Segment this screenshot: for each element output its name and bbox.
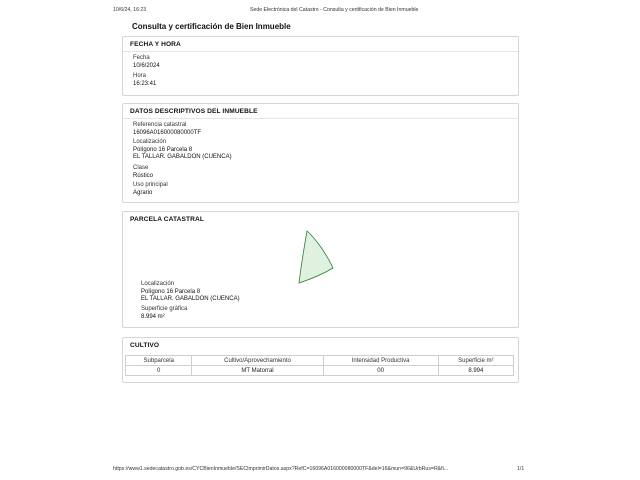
table-row xyxy=(126,366,514,376)
print-datetime: 10/6/24, 16:23 xyxy=(113,7,147,13)
parcela-catastral-section xyxy=(122,211,519,328)
page-number: 1/1 xyxy=(517,466,525,472)
parcela-localizacion-label: Localización xyxy=(141,281,175,287)
fecha-hora-heading: FECHA Y HORA xyxy=(123,37,518,52)
parcela-localizacion-line2: EL TALLAR. GABALDON (CUENCA) xyxy=(141,296,240,302)
print-page-title: Sede Electrónica del Catastro - Consulta y certificación de Bien Inmueble xyxy=(250,7,419,13)
datos-heading: DATOS DESCRIPTIVOS DEL INMUEBLE xyxy=(123,104,518,119)
fecha-label: Fecha xyxy=(133,55,150,61)
cultivo-table-header xyxy=(126,356,514,366)
col-intensidad: Intensidad Productiva xyxy=(323,356,438,366)
uso-label: Uso principal xyxy=(133,182,168,188)
superficie-label: Superficie gráfica xyxy=(141,306,188,312)
localizacion-line2: EL TALLAR. GABALDON (CUENCA) xyxy=(133,154,232,160)
cell-superficie: 8.994 xyxy=(438,366,513,376)
referencia-field xyxy=(133,122,201,137)
localizacion-label: Localización xyxy=(133,139,167,145)
clase-field xyxy=(133,165,153,180)
superficie-field xyxy=(141,306,187,321)
cell-intensidad: 00 xyxy=(323,366,438,376)
col-cultivo: Cultivo/Aprovechamiento xyxy=(192,356,323,366)
col-superficie: Superficie m² xyxy=(438,356,513,366)
referencia-value: 16096A016000080000TF xyxy=(133,129,202,136)
uso-value: Agrario xyxy=(133,189,153,196)
cultivo-table xyxy=(125,355,514,376)
superficie-value: 8.994 m² xyxy=(141,313,165,320)
col-subparcela: Subparcela xyxy=(126,356,192,366)
referencia-label: Referencia catastral xyxy=(133,122,187,128)
hora-field xyxy=(133,73,156,88)
cultivo-section xyxy=(122,337,519,383)
cell-subparcela: 0 xyxy=(126,366,192,376)
cultivo-heading: CULTIVO xyxy=(130,342,160,349)
clase-label: Clase xyxy=(133,165,149,171)
cell-cultivo: MT Matorral xyxy=(192,366,323,376)
parcela-localizacion-field xyxy=(141,281,240,304)
document-title: Consulta y certificación de Bien Inmueble xyxy=(132,22,291,31)
fecha-value: 10/6/2024 xyxy=(133,62,160,69)
parcela-localizacion-line1: Polígono 16 Parcela 8 xyxy=(141,288,201,295)
hora-value: 16:23:41 xyxy=(133,80,157,87)
clase-value: Rústico xyxy=(133,172,154,179)
datos-descriptivos-section xyxy=(122,103,519,203)
parcel-shape xyxy=(299,231,333,283)
localizacion-field xyxy=(133,139,232,162)
fecha-field xyxy=(133,55,160,70)
uso-field xyxy=(133,182,168,197)
localizacion-line1: Polígono 16 Parcela 8 xyxy=(133,146,193,153)
hora-label: Hora xyxy=(133,73,147,79)
print-url: https://www1.sedecatastro.gob.es/CYCBienInmueble/SECImprimirDatos.aspx?RefC=16096A016000080000TF&del=16&mun=96&UrbRus=R&fi... xyxy=(113,466,449,472)
fecha-hora-section xyxy=(122,36,519,96)
parcela-heading: PARCELA CATASTRAL xyxy=(130,216,204,223)
